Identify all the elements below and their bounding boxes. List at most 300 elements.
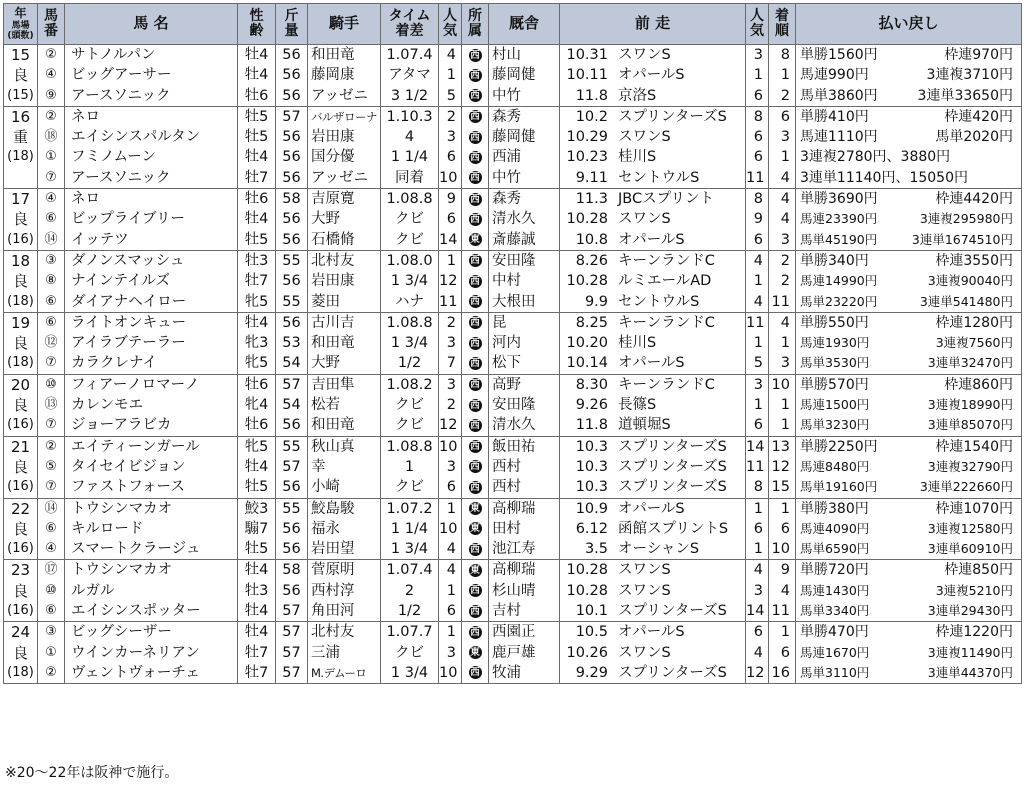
affiliation-cell xyxy=(462,560,489,622)
race-track: 良 xyxy=(12,581,28,600)
affiliation xyxy=(462,107,488,127)
post-number: ③ xyxy=(45,252,57,268)
jockey-cell xyxy=(308,560,381,622)
payout-cell xyxy=(796,374,1022,436)
payout-cell xyxy=(796,560,1022,622)
prev-race-date: 9.9 xyxy=(584,293,608,310)
prev-popularity: 11 xyxy=(746,458,765,475)
race-year: 23 xyxy=(10,561,31,580)
jockey: M.デムーロ xyxy=(311,665,367,680)
sex-age: 牡5 xyxy=(244,541,269,558)
prev-rank: 6 xyxy=(780,108,790,125)
jockey: 北村友 xyxy=(311,624,355,641)
year-cell xyxy=(4,189,38,251)
post-number: ⑤ xyxy=(45,458,57,474)
affiliation-badge: 西 xyxy=(470,193,480,205)
prev-race-date: 10.28 xyxy=(566,582,608,599)
affiliation xyxy=(462,499,488,519)
prev-rank-cell xyxy=(769,622,796,684)
affiliation-badge: 東 xyxy=(470,564,480,576)
prev-race-name: スワンS xyxy=(618,644,671,661)
carried-weight-cell xyxy=(276,622,308,684)
prev-popularity: 1 xyxy=(753,397,763,414)
time-margin: 1 1/4 xyxy=(390,149,429,166)
affiliation-badge: 西 xyxy=(470,357,480,369)
popularity: 6 xyxy=(446,149,456,166)
horse-name: エイティーンガール xyxy=(71,438,200,455)
race-field: (18) xyxy=(7,664,34,680)
time-margin-cell xyxy=(381,498,439,560)
horse-name-cell xyxy=(65,622,238,684)
race-row xyxy=(4,312,1022,374)
time-margin: 1.07.2 xyxy=(386,500,433,517)
previous-race-cell xyxy=(560,45,746,107)
payout-right: 枠連4420円 xyxy=(935,191,1013,208)
prev-race-date: 8.25 xyxy=(575,314,608,331)
horse-name: ダノンスマッシュ xyxy=(71,252,185,269)
prev-rank: 2 xyxy=(780,87,790,104)
payout xyxy=(796,519,1021,539)
sex-age: 牡5 xyxy=(244,479,269,496)
carried-weight: 56 xyxy=(282,149,301,166)
previous-race xyxy=(560,147,745,167)
previous-race xyxy=(560,499,745,519)
affiliation-badge: 西 xyxy=(470,151,480,163)
affiliation xyxy=(462,271,488,291)
popularity: 3 xyxy=(446,644,456,661)
payout-left: 馬単3530円 xyxy=(800,355,870,371)
prev-race-name: キーンランドC xyxy=(618,314,715,331)
prev-popularity-cell xyxy=(746,106,769,188)
prev-race-date: 11.8 xyxy=(575,87,608,104)
horse-name: ヴェントヴォーチェ xyxy=(71,664,200,681)
prev-rank: 8 xyxy=(780,47,790,63)
prev-rank: 15 xyxy=(771,479,790,496)
race-field: (16) xyxy=(7,417,34,433)
affiliation-badge: 西 xyxy=(470,441,480,453)
affiliation-badge: 西 xyxy=(470,379,480,391)
jockey: 大野 xyxy=(311,211,340,228)
payout-left: 馬単6590円 xyxy=(800,541,870,557)
post-number: ⑦ xyxy=(45,355,57,371)
sex-age: 牡5 xyxy=(244,129,269,146)
sex-age: 騸7 xyxy=(244,520,269,537)
prev-race-name: オパールS xyxy=(618,67,685,84)
payout xyxy=(796,622,1021,642)
prev-popularity: 5 xyxy=(753,355,763,372)
prev-rank: 3 xyxy=(780,231,790,248)
horse-name: ライトオンキュー xyxy=(71,314,187,331)
post-number: ⑬ xyxy=(44,397,58,413)
time-margin: 1.07.7 xyxy=(386,624,433,641)
time-margin: 3 1/2 xyxy=(390,87,429,104)
carried-weight-cell xyxy=(276,374,308,436)
payout-right: 3連複295980円 xyxy=(919,211,1013,227)
race-row xyxy=(4,374,1022,436)
payout-cell xyxy=(796,312,1022,374)
horse-name: スマートクラージュ xyxy=(71,541,201,558)
year-cell xyxy=(4,250,38,312)
time-margin: クビ xyxy=(395,211,424,228)
jockey: 和田竜 xyxy=(311,335,355,352)
race-track: 重 xyxy=(12,128,28,147)
sex-age: 牡4 xyxy=(244,458,269,475)
popularity: 1 xyxy=(446,624,456,641)
affiliation-cell xyxy=(462,189,489,251)
affiliation xyxy=(462,519,488,539)
horse-name: キルロード xyxy=(71,520,144,537)
sex-age: 牡4 xyxy=(244,47,269,63)
payout xyxy=(796,601,1021,621)
payout xyxy=(796,230,1021,250)
jockey: アッゼニ xyxy=(311,169,368,186)
race-field: (16) xyxy=(7,541,34,557)
prev-rank: 4 xyxy=(780,582,790,599)
sex-age: 牝4 xyxy=(244,397,269,414)
trainer-cell xyxy=(489,622,560,684)
race-track: 良 xyxy=(12,643,28,662)
time-margin: 4 xyxy=(404,129,415,146)
header-prev-race: 前 走 xyxy=(560,4,746,45)
sex-age: 牡5 xyxy=(244,108,269,125)
payout-right: 3連単85070円 xyxy=(927,417,1013,433)
post-number: ② xyxy=(45,108,57,124)
payout-left: 単勝470円 xyxy=(800,624,869,641)
post-number: ④ xyxy=(45,191,57,207)
carried-weight-cell xyxy=(276,250,308,312)
race-row xyxy=(4,436,1022,498)
time-margin-cell xyxy=(381,189,439,251)
prev-race-name: スプリンターズS xyxy=(618,108,727,125)
time-margin-cell xyxy=(381,622,439,684)
affiliation-cell xyxy=(462,374,489,436)
time-margin: 1.08.8 xyxy=(386,438,433,455)
payout xyxy=(796,168,1021,188)
previous-race xyxy=(560,313,745,333)
jockey-cell xyxy=(308,622,381,684)
previous-race-cell xyxy=(560,622,746,684)
sex-age-cell xyxy=(238,622,276,684)
sex-age-cell xyxy=(238,498,276,560)
jockey: 鮫島駿 xyxy=(311,500,355,517)
time-margin: 1 3/4 xyxy=(390,335,429,352)
prev-race-date: 9.26 xyxy=(575,397,608,414)
prev-popularity: 1 xyxy=(753,335,763,352)
time-margin: 1 1/4 xyxy=(390,520,429,537)
prev-rank-cell xyxy=(769,374,796,436)
carried-weight: 58 xyxy=(282,562,301,579)
carried-weight-cell xyxy=(276,106,308,188)
sex-age-cell xyxy=(238,374,276,436)
prev-rank: 3 xyxy=(780,355,790,372)
prev-race-date: 10.29 xyxy=(566,129,608,146)
post-number: ⑥ xyxy=(45,603,57,619)
prev-popularity: 1 xyxy=(753,273,763,290)
year-cell xyxy=(4,560,38,622)
payout-right: 3連複11490円 xyxy=(927,644,1013,660)
previous-race xyxy=(560,353,745,373)
affiliation xyxy=(462,457,488,477)
jockey: 藤岡康 xyxy=(311,67,355,84)
prev-race-date: 10.1 xyxy=(575,603,608,620)
header-sexage: 性齢 xyxy=(238,4,276,45)
sex-age: 牡6 xyxy=(244,417,269,434)
post-number: ⑥ xyxy=(45,314,57,330)
prev-rank: 9 xyxy=(780,562,790,579)
sex-age: 牡7 xyxy=(244,169,269,186)
payout-right: 3連単44370円 xyxy=(927,664,1013,680)
carried-weight: 56 xyxy=(282,314,301,331)
post-number-cell xyxy=(38,560,65,622)
jockey-cell xyxy=(308,45,381,107)
jockey-cell xyxy=(308,250,381,312)
trainer-cell xyxy=(489,189,560,251)
previous-race xyxy=(560,375,745,395)
payout xyxy=(796,457,1021,477)
carried-weight: 55 xyxy=(282,293,301,310)
previous-race xyxy=(560,395,745,415)
affiliation xyxy=(462,415,488,435)
jockey: 古川吉 xyxy=(311,314,355,331)
trainer: 清水久 xyxy=(492,417,536,434)
affiliation-badge: 西 xyxy=(470,131,480,143)
horse-name-cell xyxy=(65,250,238,312)
payout-right: 枠連1280円 xyxy=(935,314,1013,331)
payout xyxy=(796,663,1021,683)
prev-race-date: 10.11 xyxy=(566,67,608,84)
results-table xyxy=(3,3,1022,684)
popularity-cell xyxy=(439,250,462,312)
carried-weight: 56 xyxy=(282,582,301,599)
jockey-cell xyxy=(308,106,381,188)
prev-rank: 4 xyxy=(780,314,790,331)
prev-popularity: 12 xyxy=(746,664,765,681)
popularity: 2 xyxy=(446,397,456,414)
sex-age: 牡4 xyxy=(244,149,269,166)
prev-race-date: 10.23 xyxy=(566,149,608,166)
previous-race xyxy=(560,127,745,147)
horse-name: ジョーアラビカ xyxy=(71,417,172,434)
prev-popularity: 4 xyxy=(753,293,763,310)
post-number: ⑥ xyxy=(45,293,57,309)
prev-race-name: スワンS xyxy=(618,582,671,599)
affiliation xyxy=(462,663,488,683)
prev-popularity: 6 xyxy=(753,129,763,146)
time-margin-cell xyxy=(381,45,439,107)
time-margin: 1.08.8 xyxy=(386,314,433,331)
carried-weight: 56 xyxy=(282,520,301,537)
prev-popularity: 8 xyxy=(753,191,763,208)
affiliation xyxy=(462,65,488,85)
horse-name: ウインカーネリアン xyxy=(71,644,200,661)
payout-left: 単勝410円 xyxy=(800,108,869,125)
sex-age-cell xyxy=(238,189,276,251)
popularity: 10 xyxy=(439,520,458,537)
header-horse: 馬 名 xyxy=(65,4,238,45)
horse-name: ナインテイルズ xyxy=(71,273,171,290)
previous-race xyxy=(560,86,745,106)
table-body xyxy=(4,45,1022,684)
payout-cell xyxy=(796,622,1022,684)
horse-name-cell xyxy=(65,436,238,498)
trainer: 森秀 xyxy=(492,191,521,208)
prev-race-date: 10.31 xyxy=(566,47,608,63)
affiliation-badge: 西 xyxy=(470,543,480,555)
payout-left: 馬単3860円 xyxy=(800,87,878,104)
affiliation-badge: 西 xyxy=(470,667,480,679)
year-cell xyxy=(4,436,38,498)
trainer: 西浦 xyxy=(492,149,521,166)
prev-race-name: スプリンターズS xyxy=(618,479,727,496)
post-number: ⑰ xyxy=(44,562,58,578)
prev-popularity-cell xyxy=(746,436,769,498)
race-track: 良 xyxy=(12,272,28,291)
trainer-cell xyxy=(489,436,560,498)
previous-race xyxy=(560,477,745,497)
carried-weight: 55 xyxy=(282,500,301,517)
prev-race-name: JBCスプリント xyxy=(618,191,715,208)
popularity: 4 xyxy=(446,541,456,558)
carried-weight: 56 xyxy=(282,169,301,186)
trainer: 高野 xyxy=(492,376,521,393)
time-margin: 1/2 xyxy=(397,355,422,372)
payout xyxy=(796,209,1021,229)
sex-age-cell xyxy=(238,436,276,498)
popularity-cell xyxy=(439,560,462,622)
prev-race-name: オパールS xyxy=(618,624,685,641)
prev-race-name: スワンS xyxy=(618,562,671,579)
popularity: 10 xyxy=(439,169,458,186)
prev-race-date: 10.3 xyxy=(575,438,608,455)
payout-cell xyxy=(796,436,1022,498)
time-margin: 1.08.8 xyxy=(386,191,433,208)
post-number-cell xyxy=(38,622,65,684)
trainer: 高柳瑞 xyxy=(492,562,536,579)
header-popularity: 人気 xyxy=(439,4,462,45)
affiliation-badge: 西 xyxy=(470,213,480,225)
jockey-cell xyxy=(308,498,381,560)
year-cell xyxy=(4,498,38,560)
carried-weight-cell xyxy=(276,312,308,374)
prev-rank: 4 xyxy=(780,169,790,186)
prev-race-name: 桂川S xyxy=(618,149,657,166)
prev-race-name: ルミエールAD xyxy=(618,273,712,290)
prev-race-date: 10.14 xyxy=(566,355,608,372)
prev-popularity: 14 xyxy=(746,438,765,455)
affiliation-badge: 東 xyxy=(470,234,480,246)
carried-weight: 56 xyxy=(282,47,301,63)
popularity: 14 xyxy=(439,231,458,248)
payout-left: 馬連14990円 xyxy=(800,273,878,289)
horse-name: トウシンマカオ xyxy=(71,562,173,579)
header-post: 馬番 xyxy=(38,4,65,45)
trainer: 吉村 xyxy=(492,603,521,620)
header-affiliation: 所属 xyxy=(462,4,489,45)
time-margin: クビ xyxy=(395,479,424,496)
affiliation xyxy=(462,437,488,457)
trainer: 清水久 xyxy=(492,211,536,228)
prev-rank: 1 xyxy=(780,67,790,84)
prev-race-date: 9.11 xyxy=(575,169,608,186)
post-number-cell xyxy=(38,250,65,312)
prev-race-date: 10.26 xyxy=(566,644,608,661)
popularity: 3 xyxy=(446,335,456,352)
affiliation xyxy=(462,560,488,580)
time-margin: 1.08.2 xyxy=(386,376,433,393)
prev-race-name: キーンランドC xyxy=(618,376,715,393)
affiliation-badge: 西 xyxy=(470,399,480,411)
horse-name: ビッグアーサー xyxy=(71,67,172,84)
sex-age: 牡4 xyxy=(244,314,269,331)
prev-rank: 11 xyxy=(771,293,790,310)
time-margin-cell xyxy=(381,374,439,436)
prev-race-date: 9.29 xyxy=(575,664,608,681)
time-margin: ハナ xyxy=(395,293,424,310)
affiliation xyxy=(462,251,488,271)
prev-race-name: オーシャンS xyxy=(618,541,700,558)
prev-popularity-cell xyxy=(746,560,769,622)
post-number: ⑦ xyxy=(45,169,57,185)
carried-weight: 57 xyxy=(282,376,301,393)
carried-weight: 56 xyxy=(282,231,301,248)
time-margin: クビ xyxy=(395,397,424,414)
race-field: (16) xyxy=(7,603,34,619)
popularity: 2 xyxy=(446,314,456,331)
post-number: ② xyxy=(45,438,57,454)
jockey: 和田竜 xyxy=(311,47,355,63)
prev-race-date: 8.26 xyxy=(575,252,608,269)
affiliation xyxy=(462,622,488,642)
affiliation xyxy=(462,230,488,250)
payout-cell xyxy=(796,106,1022,188)
previous-race-cell xyxy=(560,498,746,560)
horse-name: ファストフォース xyxy=(71,479,185,496)
race-track: 良 xyxy=(12,396,28,415)
time-margin: 1 3/4 xyxy=(390,273,429,290)
post-number: ⑥ xyxy=(45,211,57,227)
affiliation-badge: 西 xyxy=(470,337,480,349)
prev-race-date: 10.9 xyxy=(575,500,608,517)
jockey: 石橋脩 xyxy=(311,231,355,248)
sex-age: 牝3 xyxy=(244,335,269,352)
sex-age: 牡4 xyxy=(244,562,269,579)
jockey: 西村淳 xyxy=(311,582,355,599)
header-jockey: 騎手 xyxy=(308,4,381,45)
post-number: ⑦ xyxy=(45,417,57,433)
prev-popularity: 3 xyxy=(753,376,763,393)
payout xyxy=(796,271,1021,291)
payout xyxy=(796,292,1021,312)
payout-right: 馬単2020円 xyxy=(935,129,1013,146)
prev-race-date: 11.3 xyxy=(575,191,608,208)
popularity: 1 xyxy=(446,582,456,599)
popularity-cell xyxy=(439,189,462,251)
affiliation-badge: 西 xyxy=(470,172,480,184)
payout xyxy=(796,643,1021,663)
race-track: 良 xyxy=(12,66,28,85)
sex-age-cell xyxy=(238,106,276,188)
prev-rank: 10 xyxy=(771,376,790,393)
previous-race xyxy=(560,519,745,539)
affiliation xyxy=(462,127,488,147)
affiliation xyxy=(462,209,488,229)
horse-name-cell xyxy=(65,374,238,436)
payout xyxy=(796,189,1021,209)
trainer-cell xyxy=(489,45,560,107)
prev-popularity: 6 xyxy=(753,624,763,641)
prev-popularity-cell xyxy=(746,622,769,684)
affiliation-badge: 西 xyxy=(470,461,480,473)
